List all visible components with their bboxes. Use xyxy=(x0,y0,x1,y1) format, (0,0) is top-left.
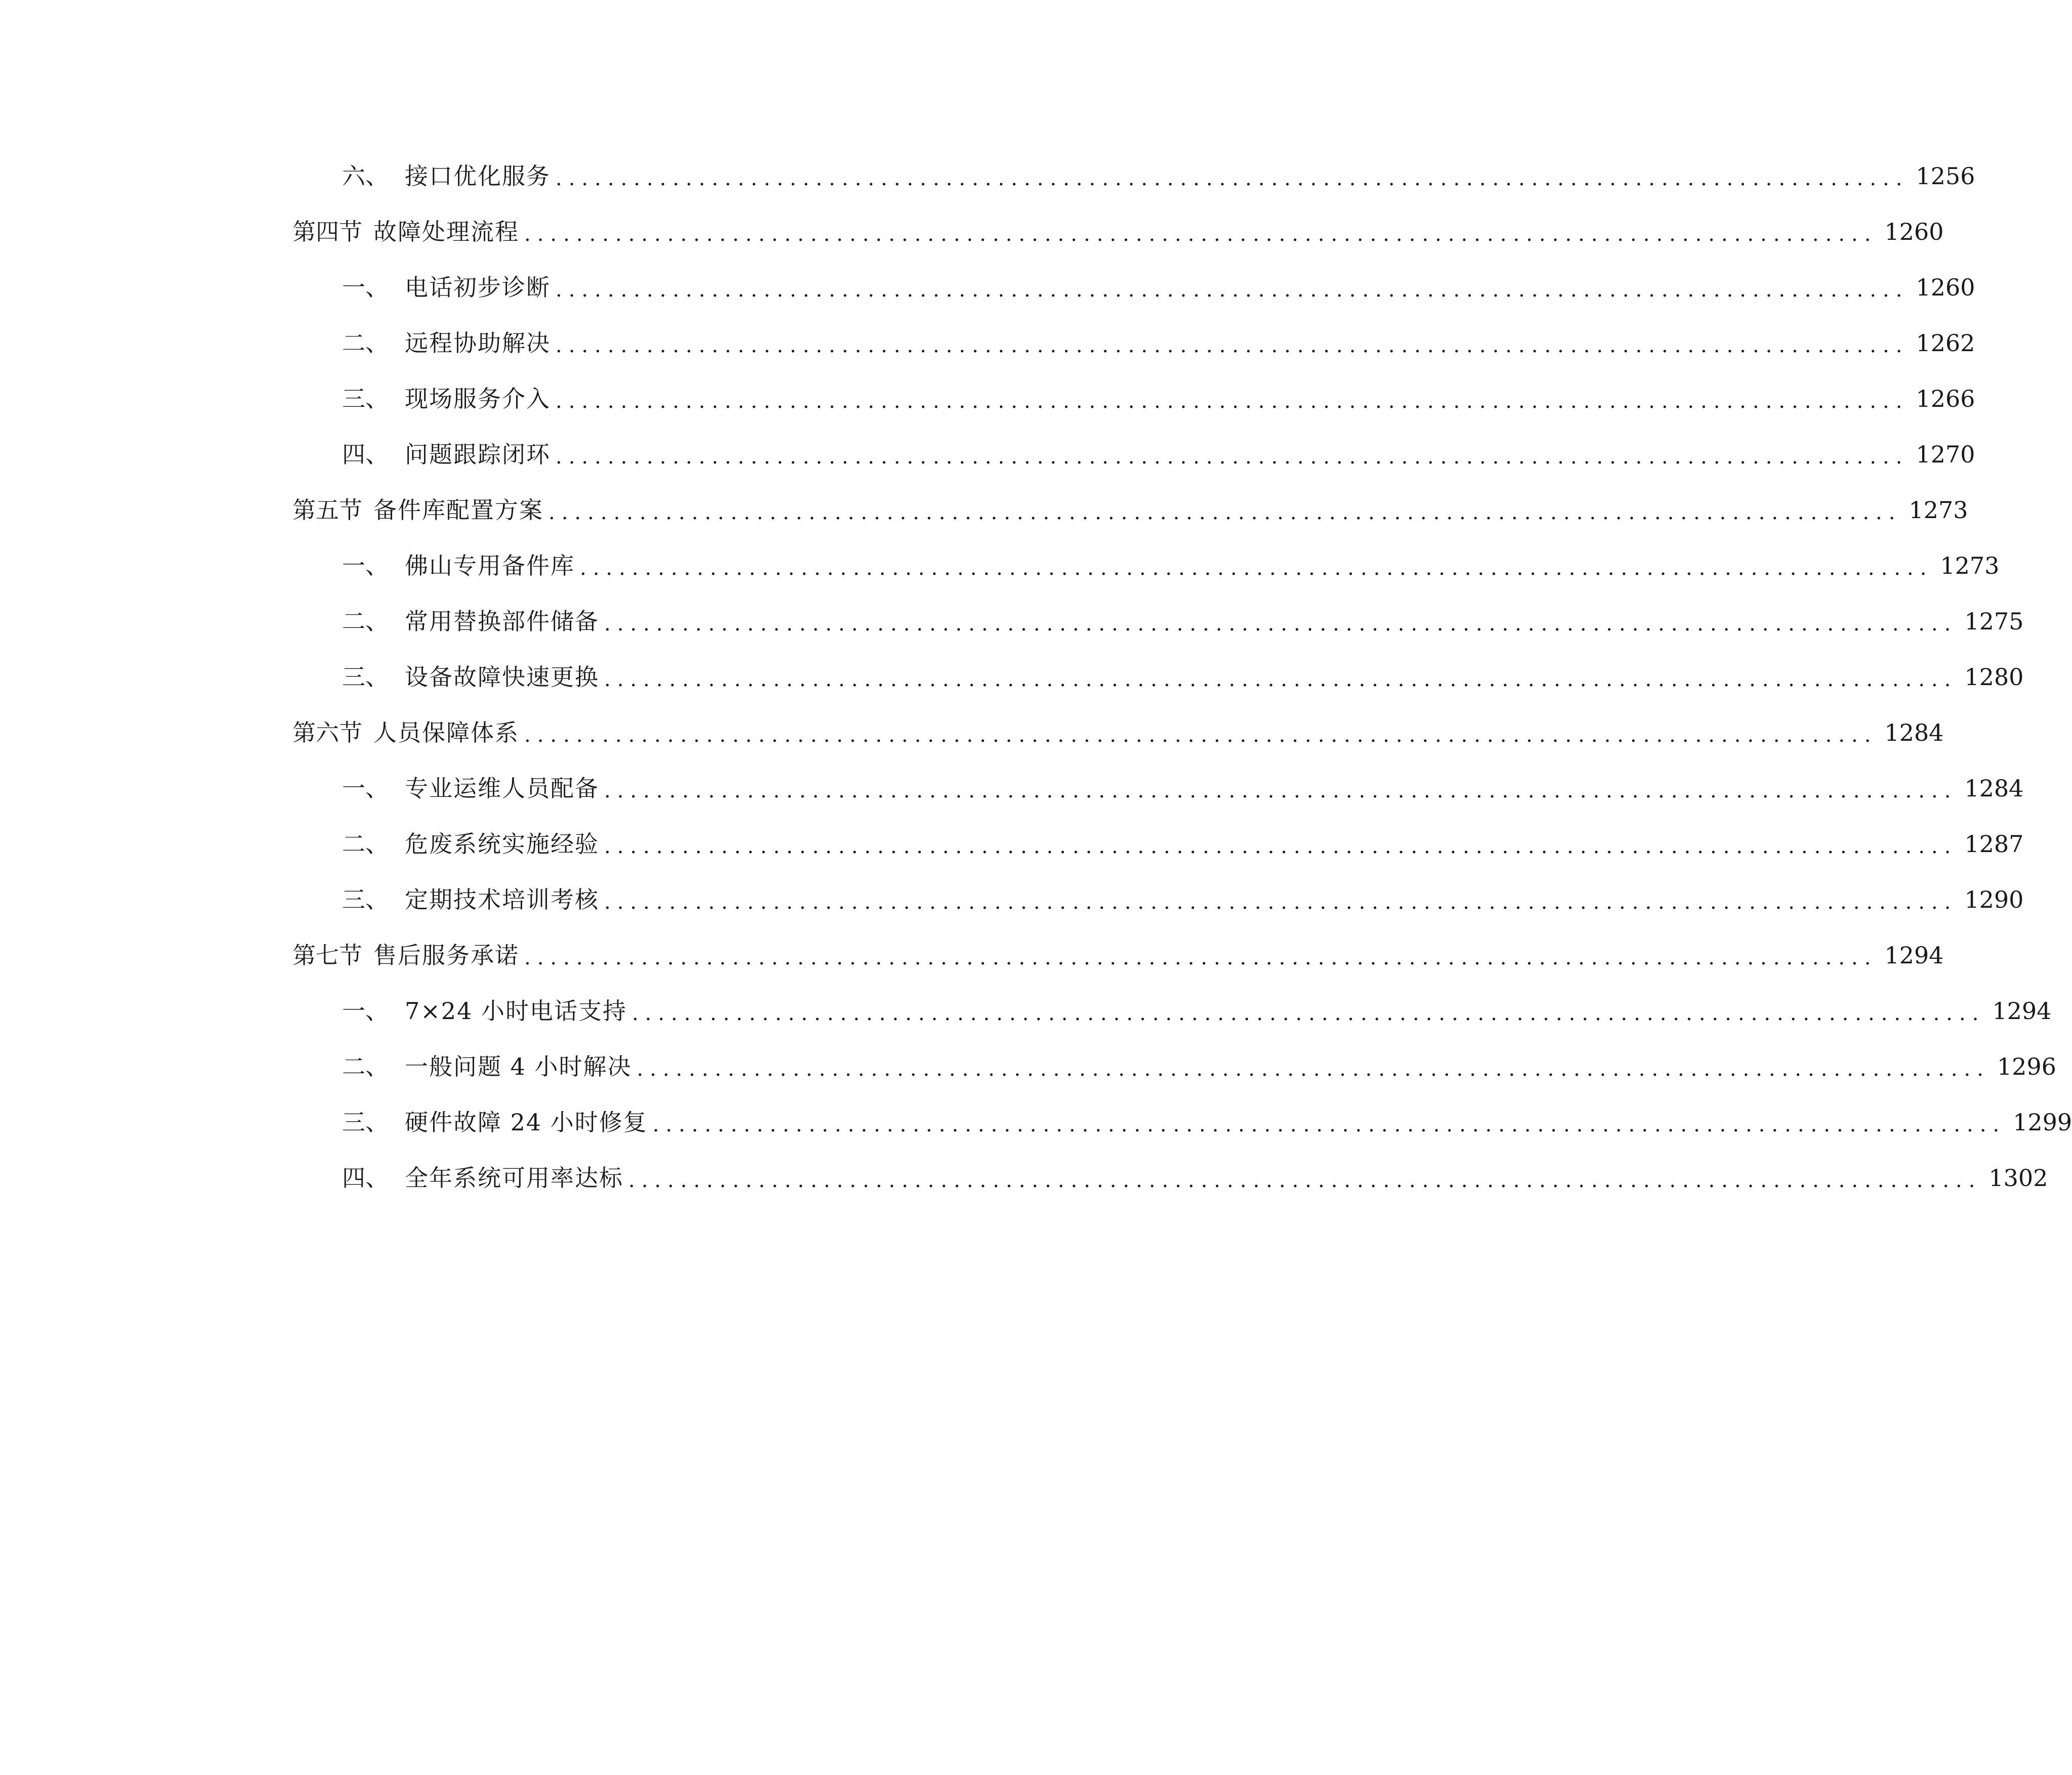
toc-entry-title: 定期技术培训考核 xyxy=(405,886,599,913)
toc-entry-page: 1270 xyxy=(1916,441,1975,468)
toc-dot-leader: ........................................................................................................ xyxy=(604,779,1958,802)
toc-entry-number: 一、 xyxy=(342,274,389,301)
toc-dot-leader: ........................................................................................................ xyxy=(548,501,1902,524)
toc-entry[interactable] xyxy=(342,381,1975,416)
toc-dot-leader: ........................................................................................................ xyxy=(556,334,1909,357)
toc-entry-title: 危废系统实施经验 xyxy=(405,830,599,858)
toc-entry-number: 二、 xyxy=(342,608,389,635)
toc-section-number: 第六节 xyxy=(292,719,362,746)
toc-dot-leader: ........................................................................................................ xyxy=(556,167,1909,190)
toc-entry[interactable] xyxy=(342,659,2024,695)
toc-section-title: 故障处理流程 xyxy=(373,218,519,245)
toc-entry-page: 1262 xyxy=(1916,329,1975,357)
toc-entry-page: 1296 xyxy=(1997,1053,2056,1080)
toc-entry[interactable] xyxy=(342,882,2024,917)
toc-entry-title: 硬件故障 24 小时修复 xyxy=(405,1109,648,1136)
toc-entry[interactable] xyxy=(342,1105,2072,1140)
toc-entry-number: 三、 xyxy=(342,663,389,691)
toc-entry-number: 一、 xyxy=(342,775,389,802)
toc-section[interactable] xyxy=(292,214,1944,249)
toc-entry-page: 1302 xyxy=(1989,1164,2048,1192)
toc-entry-page: 1287 xyxy=(1964,830,2024,858)
toc-entry-title: 全年系统可用率达标 xyxy=(405,1164,623,1192)
toc-entry[interactable] xyxy=(342,826,2024,862)
toc-entry-number: 三、 xyxy=(342,385,389,412)
toc-entry-page: 1299 xyxy=(2013,1109,2072,1136)
toc-section[interactable] xyxy=(292,492,1968,528)
toc-dot-leader: ........................................................................................................ xyxy=(652,1113,2006,1136)
toc-entry-number: 一、 xyxy=(342,997,389,1025)
toc-entry[interactable] xyxy=(342,437,1975,472)
toc-entry-title: 常用替换部件储备 xyxy=(405,608,599,635)
toc-section-page: 1273 xyxy=(1909,496,1968,524)
toc-dot-leader: ........................................................................................................ xyxy=(556,390,1909,413)
toc-section-number: 第五节 xyxy=(292,496,362,524)
toc-section-title: 售后服务承诺 xyxy=(373,942,519,969)
toc-section-title: 人员保障体系 xyxy=(373,719,519,746)
toc-entry-page: 1273 xyxy=(1940,552,2000,579)
toc-entry[interactable] xyxy=(342,993,2052,1029)
toc-section-title: 备件库配置方案 xyxy=(373,496,543,524)
toc-entry-number: 二、 xyxy=(342,329,389,357)
toc-entry-number: 一、 xyxy=(342,552,389,579)
toc-entry-page: 1275 xyxy=(1964,608,2024,635)
toc-dot-leader: ........................................................................................................ xyxy=(556,278,1909,302)
toc-entry-title: 电话初步诊断 xyxy=(405,274,551,301)
toc-entry-title: 设备故障快速更换 xyxy=(405,663,599,691)
toc-entry-number: 三、 xyxy=(342,886,389,913)
toc-entry-page: 1284 xyxy=(1964,775,2024,802)
toc-dot-leader: ........................................................................................................ xyxy=(580,557,1933,580)
toc-entry-title: 7×24 小时电话支持 xyxy=(405,997,627,1025)
toc-dot-leader: ........................................................................................................ xyxy=(604,668,1958,691)
toc-section-number: 第四节 xyxy=(292,218,362,245)
toc-dot-leader: ........................................................................................................ xyxy=(524,724,1878,747)
toc-entry[interactable] xyxy=(342,548,2000,583)
toc-entry[interactable] xyxy=(342,270,1975,305)
toc-dot-leader: ........................................................................................................ xyxy=(604,891,1958,914)
toc-entry-title: 接口优化服务 xyxy=(405,162,551,190)
toc-entry-title: 佛山专用备件库 xyxy=(405,552,575,579)
toc-section-page: 1284 xyxy=(1884,719,1944,746)
toc-section-page: 1260 xyxy=(1884,218,1944,245)
toc-section-number: 第七节 xyxy=(292,942,362,969)
toc-entry[interactable] xyxy=(342,604,2024,639)
toc-dot-leader: ........................................................................................................ xyxy=(637,1058,1990,1081)
toc-dot-leader: ........................................................................................................ xyxy=(628,1169,1982,1192)
toc-entry-page: 1266 xyxy=(1916,385,1975,412)
toc-entry-number: 二、 xyxy=(342,1053,389,1080)
toc-entry[interactable] xyxy=(342,1049,2056,1084)
toc-entry-number: 四、 xyxy=(342,1164,389,1192)
toc-entry-title: 专业运维人员配备 xyxy=(405,775,599,802)
toc-dot-leader: ........................................................................................................ xyxy=(556,445,1909,469)
toc-entry-number: 三、 xyxy=(342,1109,389,1136)
toc-entry-title: 远程协助解决 xyxy=(405,329,551,357)
toc-entry-page: 1260 xyxy=(1916,274,1975,301)
toc-entry[interactable] xyxy=(342,771,2024,806)
toc-entry-title: 一般问题 4 小时解决 xyxy=(405,1053,632,1080)
toc-entry[interactable] xyxy=(342,158,1975,194)
toc-entry-number: 六、 xyxy=(342,162,389,190)
toc-entry-page: 1256 xyxy=(1916,162,1975,190)
toc-entry-page: 1290 xyxy=(1964,886,2024,913)
toc-entry-title: 现场服务介入 xyxy=(405,385,551,412)
toc-entry-number: 二、 xyxy=(342,830,389,858)
toc-dot-leader: ........................................................................................................ xyxy=(524,223,1878,246)
toc-entry-number: 四、 xyxy=(342,441,389,468)
toc-entry-page: 1294 xyxy=(1992,997,2052,1025)
toc-dot-leader: ........................................................................................................ xyxy=(604,835,1958,858)
toc-dot-leader: ........................................................................................................ xyxy=(631,1002,1985,1025)
toc-entry-page: 1280 xyxy=(1964,663,2024,691)
toc-section[interactable] xyxy=(292,938,1944,973)
toc-dot-leader: ........................................................................................................ xyxy=(604,612,1958,636)
toc-section[interactable] xyxy=(292,715,1944,750)
toc-entry[interactable] xyxy=(342,325,1975,361)
toc-entry-title: 问题跟踪闭环 xyxy=(405,441,551,468)
toc-entry[interactable] xyxy=(342,1160,2048,1196)
toc-section-page: 1294 xyxy=(1884,942,1944,969)
toc-dot-leader: ........................................................................................................ xyxy=(524,946,1878,969)
